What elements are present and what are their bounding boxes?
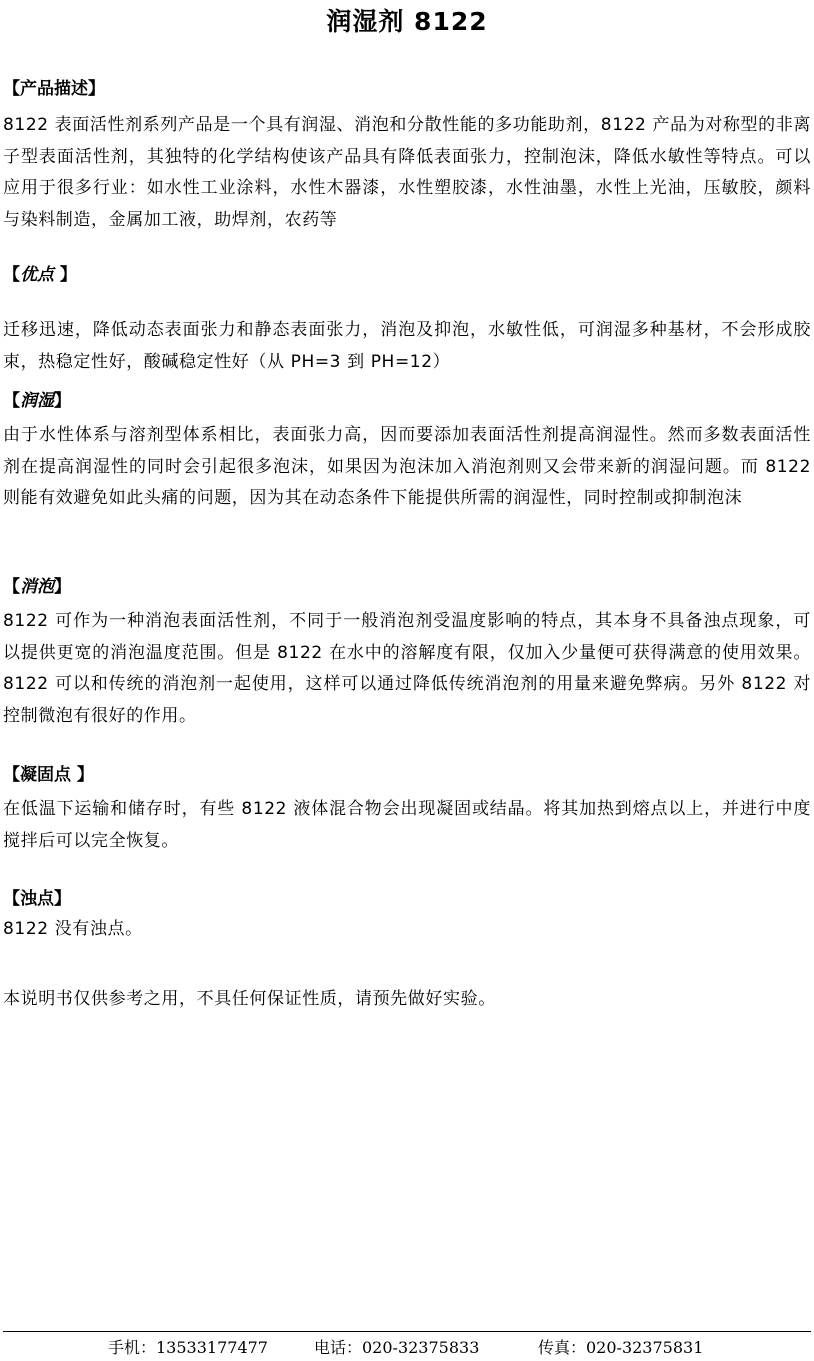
section-body-advantages: 迁移迅速，降低动态表面张力和静态表面张力，消泡及抑泡，水敏性低，可润湿多种基材，不会形成胶束，热稳定性好，酸碱稳定性好（从 PH=3 到 PH=12） (3, 320, 811, 372)
section-heading-advantages (3, 262, 77, 288)
document-title: 润湿剂 8122 (326, 7, 488, 36)
heading-bracket-open: 【 (3, 577, 20, 597)
section-heading-cloud-point (3, 886, 71, 912)
footer-phone: 电话：020-32375833 (314, 1338, 480, 1357)
footer-divider (3, 1331, 811, 1332)
heading-bracket-close: 】 (54, 391, 71, 411)
heading-label: 润湿 (20, 391, 54, 411)
heading-bracket-close: 】 (54, 577, 71, 597)
heading-bracket-open: 【 (3, 79, 20, 99)
disclaimer-text: 本说明书仅供参考之用，不具任何保证性质，请预先做好实验。 (3, 989, 496, 1009)
heading-bracket-close: 】 (76, 765, 94, 785)
section-body-wetting: 由于水性体系与溶剂型体系相比，表面张力高，因而要添加表面活性剂提高润湿性。然而多数表面活性剂在提高润湿性的同时会引起很多泡沫，如果因为泡沫加入消泡剂则又会带来新的润湿问题。而 8122 则能有效避免如此头痛的问题，因为其在动态条件下能提供所需的润湿性，同时控制或抑制泡沫 (3, 425, 811, 508)
heading-label: 产品描述 (20, 79, 88, 99)
footer-mobile: 手机：13533177477 (108, 1338, 268, 1357)
heading-label: 消泡 (20, 577, 54, 597)
section-body-freezing-point: 在低温下运输和储存时，有些 8122 液体混合物会出现凝固或结晶。将其加热到熔点以上，并进行中度搅拌后可以完全恢复。 (3, 799, 811, 851)
footer-contact (0, 1336, 814, 1360)
heading-bracket-close: 】 (88, 79, 105, 99)
section-heading-description (3, 76, 105, 102)
section-heading-wetting (3, 388, 71, 414)
section-body-defoaming: 8122 可作为一种消泡表面活性剂，不同于一般消泡剂受温度影响的特点，其本身不具备浊点现象，可以提供更宽的消泡温度范围。但是 8122 在水中的溶解度有限，仅加入少量便可获得满意的使用效果。8122 可以和传统的消泡剂一起使用，这样可以通过降低传统消泡剂的用量来避免弊病。另外 8122 对控制微泡有很好的作用。 (3, 611, 811, 726)
heading-bracket-open: 【 (3, 265, 20, 285)
heading-label: 凝固点 (20, 765, 77, 785)
heading-bracket-open: 【 (3, 889, 20, 909)
heading-label: 浊点 (20, 889, 54, 909)
footer-fax: 传真：020-32375831 (538, 1338, 704, 1357)
heading-bracket-open: 【 (3, 391, 20, 411)
heading-label: 优点 (20, 265, 60, 285)
section-heading-defoaming (3, 574, 71, 600)
section-body-cloud-point: 8122 没有浊点。 (3, 919, 143, 939)
section-body-description: 8122 表面活性剂系列产品是一个具有润湿、消泡和分散性能的多功能助剂，8122 产品为对称型的非离子型表面活性剂，其独特的化学结构使该产品具有降低表面张力，控制泡沫，降低水敏性等特点。可以应用于很多行业：如水性工业涂料，水性木器漆，水性塑胶漆，水性油墨，水性上光油，压敏胶，颜料与染料制造，金属加工液，助焊剂，农药等 (3, 115, 811, 230)
heading-bracket-open: 【 (3, 765, 20, 785)
heading-bracket-close: 】 (54, 889, 71, 909)
heading-bracket-close: 】 (59, 265, 77, 285)
section-heading-freezing-point (3, 762, 94, 788)
